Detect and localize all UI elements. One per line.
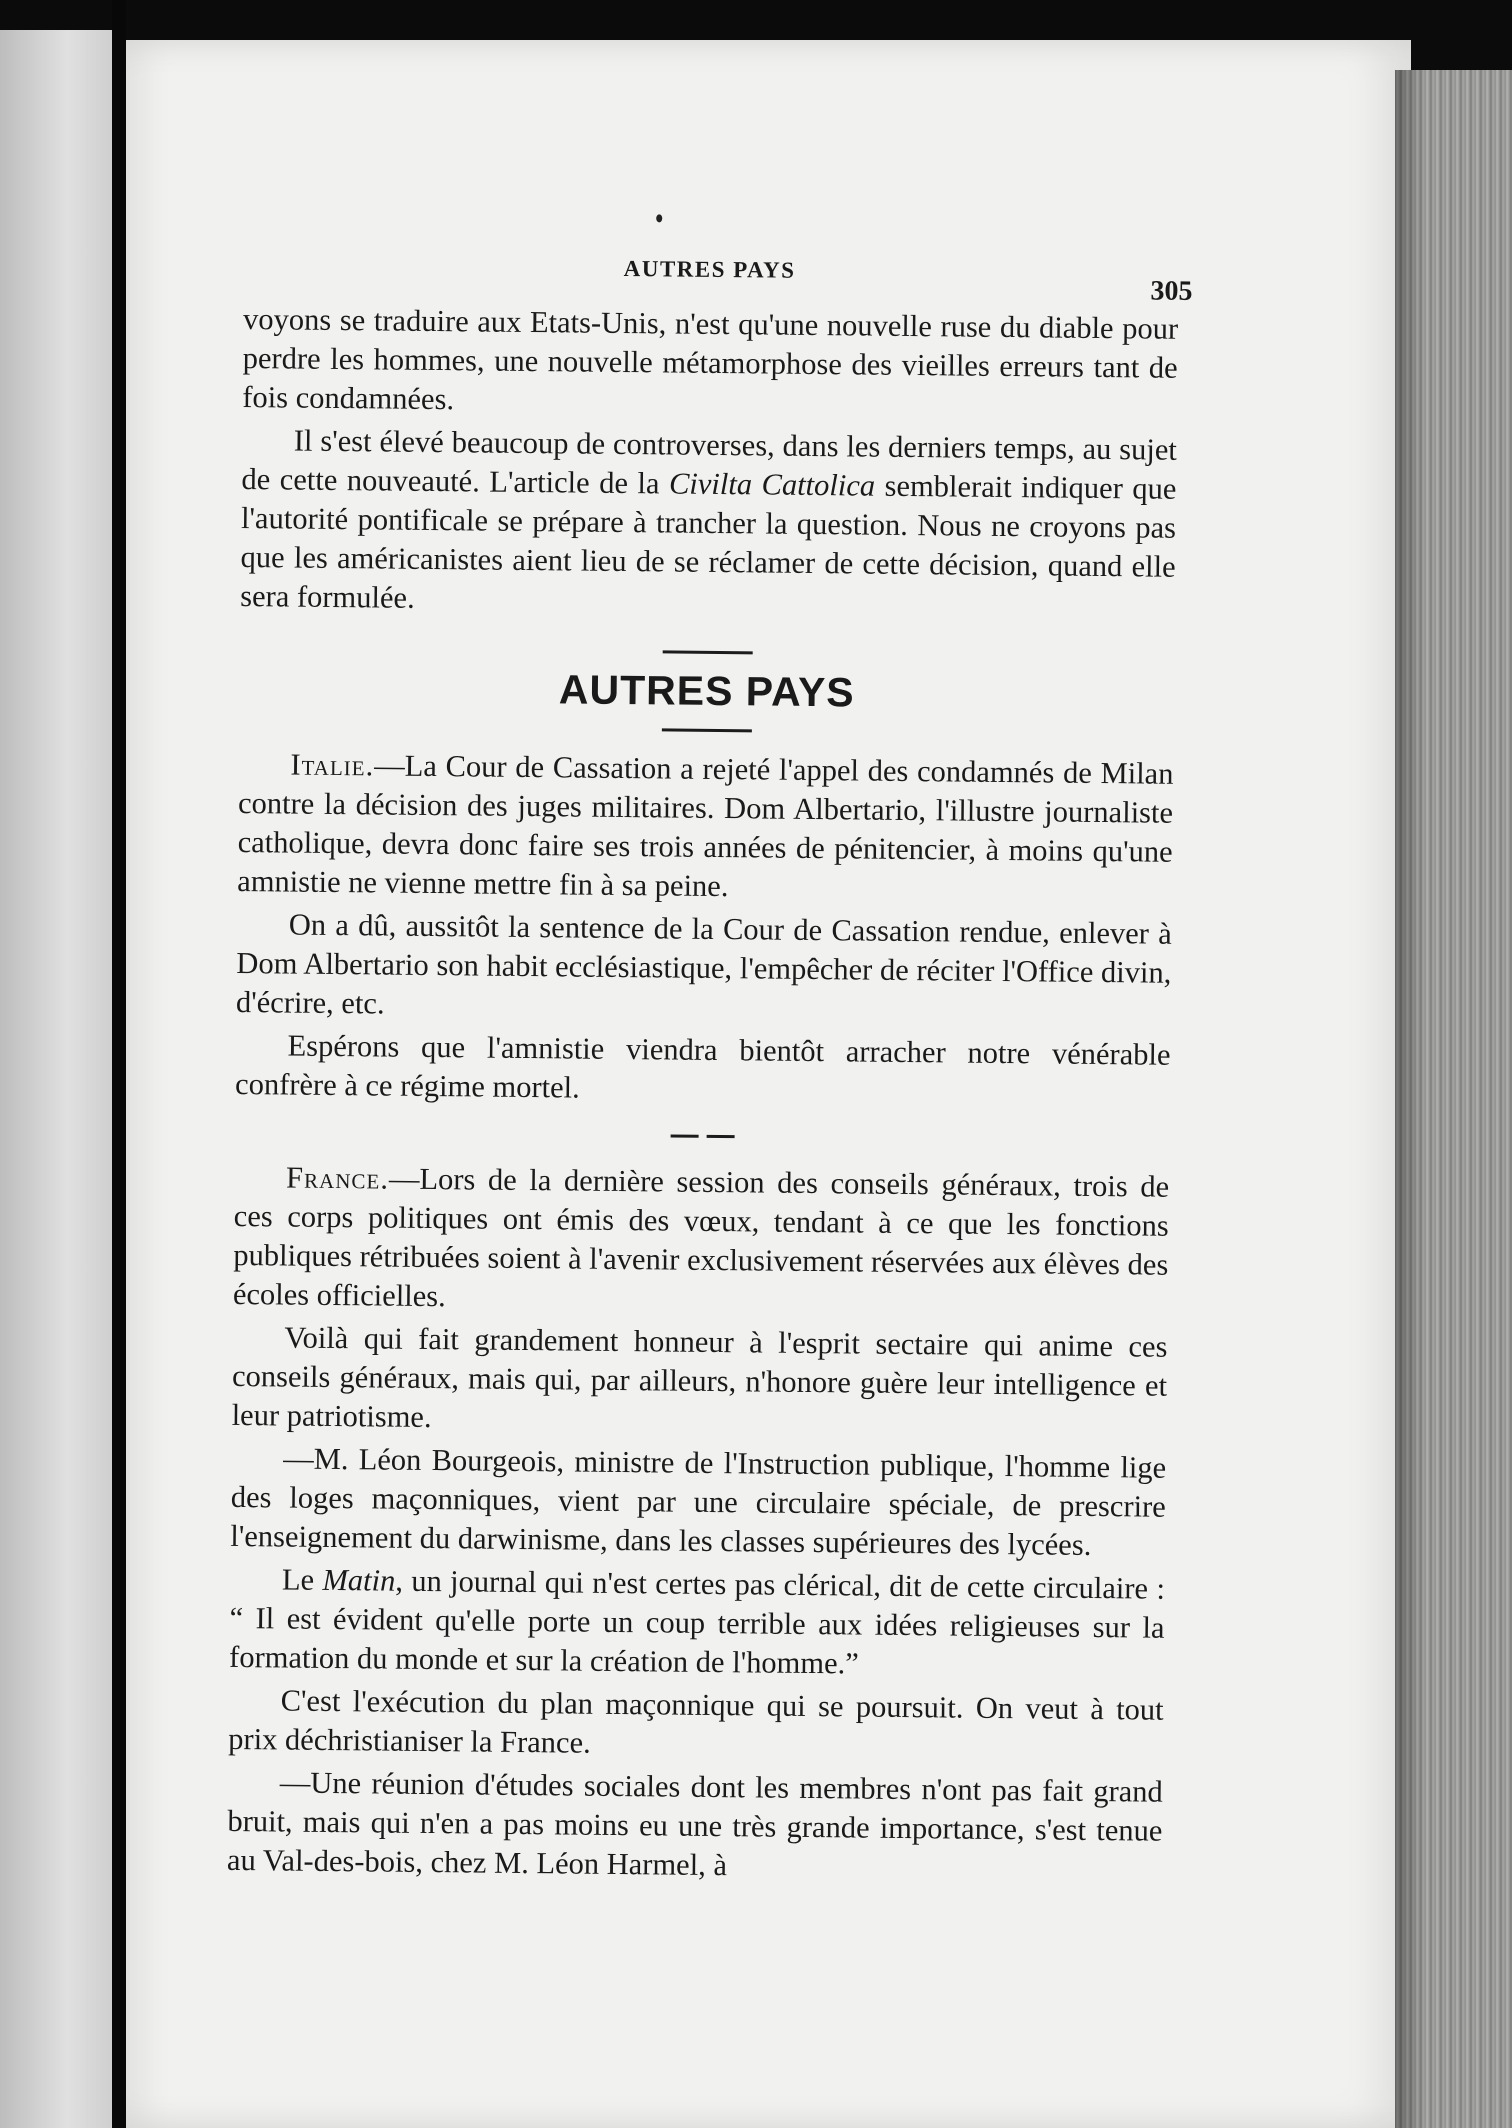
paragraph-bourgeois [230, 1439, 1166, 1566]
paragraph-text: , un journal qui n'est certes pas clérical, dit de cette circulaire : “ Il est évident qu'elle porte un coup terrible aux idées religieuses sur la formation du monde et sur la création de l'homme.” [228, 1563, 1166, 1681]
rule-above-heading [662, 650, 752, 654]
paragraph-france [233, 1158, 1170, 1324]
paragraph-text: Le [281, 1562, 323, 1597]
paragraph-text: —M. Léon Bourgeois, ministre de l'Instruction publique, l'homme lige des loges maçonniques, vient par une circulaire spéciale, de prescrire l'enseignement du darwinisme, dans les classes supérieures des lycées. [230, 1441, 1167, 1562]
paragraph-albertario [236, 905, 1172, 1032]
publication-title: Civilta Cattolica [668, 466, 876, 503]
paragraph-text: Espérons que l'amnistie viendra bientôt arracher notre vénérable confrère à ce régime mortel. [234, 1028, 1171, 1105]
paragraph-amnistie [235, 1026, 1171, 1114]
paragraph-reunion [227, 1763, 1163, 1890]
paragraph-controversies [240, 421, 1177, 626]
country-label-france: France. [285, 1160, 390, 1196]
paragraph-continuation [242, 300, 1178, 427]
section-heading: AUTRES PAYS [558, 666, 855, 716]
paragraph-text: —La Cour de Cassation a rejeté l'appel des condamnés de Milan contre la décision des juges militaires. Dom Albertario, l'illustre journaliste catholique, devra donc faire ses trois années de pénitencier, à moins qu'une amnistie ne vienne mettre fin à sa peine. [237, 748, 1174, 904]
paragraph-text: On a dû, aussitôt la sentence de la Cour de Cassation rendue, enlever à Dom Albertario son habit ecclésiastique, l'empêcher de réciter l'Office divin, d'écrire, etc. [235, 907, 1172, 1021]
page-edge-shadow [1395, 70, 1425, 2128]
paragraph-text: semblerait indiquer que l'autorité pontificale se prépare à trancher la question. Nous ne croyons pas que les américanistes aient lieu de se réclamer de cette décision, quand elle sera formulée. [240, 468, 1177, 615]
ink-dot-mark [656, 214, 662, 222]
page-text-block [226, 238, 1193, 1890]
publication-title: Matin [322, 1562, 396, 1598]
paragraph-text: Il s'est élevé beaucoup de controverses, dans les derniers temps, au sujet de cette nouveauté. L'article de la [241, 423, 1178, 501]
page-number: 305 [1150, 275, 1193, 307]
paragraph-text: —Lors de la dernière session des conseils généraux, trois de ces corps politiques ont émis des vœux, tendant à ce que les fonctions publiques rétribuées soient à l'avenir exclusivement réservées aux élèves des écoles officielles. [232, 1161, 1170, 1314]
section-separator [235, 1122, 1170, 1152]
paragraph-text: C'est l'exécution du plan maçonnique qui se poursuit. On veut à tout prix déchristianiser la France. [228, 1683, 1164, 1760]
paragraph-matin [229, 1560, 1165, 1687]
book-gutter [112, 0, 126, 2128]
left-page-edge [0, 30, 112, 2128]
running-title: AUTRES PAYS [623, 255, 796, 283]
paragraph-conseils [231, 1318, 1167, 1445]
paragraph-italie [237, 745, 1174, 911]
country-label-italie: Italie. [290, 747, 375, 783]
paragraph-text: Voilà qui fait grandement honneur à l'esprit sectaire qui anime ces conseils généraux, mais qui, par ailleurs, n'honore guère leur intelligence et leur patriotisme. [231, 1320, 1168, 1435]
running-head [243, 238, 1193, 310]
paragraph-plan [228, 1681, 1164, 1769]
paragraph-text: —Une réunion d'études sociales dont les membres n'ont pas fait grand bruit, mais qui n'en a pas moins eu une très grande importance, s'est tenue au Val-des-bois, chez M. Léon Harmel, à [226, 1765, 1163, 1883]
paragraph-text: voyons se traduire aux Etats-Unis, n'est qu'une nouvelle ruse du diable pour perdre les hommes, une nouvelle métamorphose des vieilles erreurs tant de fois condamnées. [242, 301, 1179, 417]
